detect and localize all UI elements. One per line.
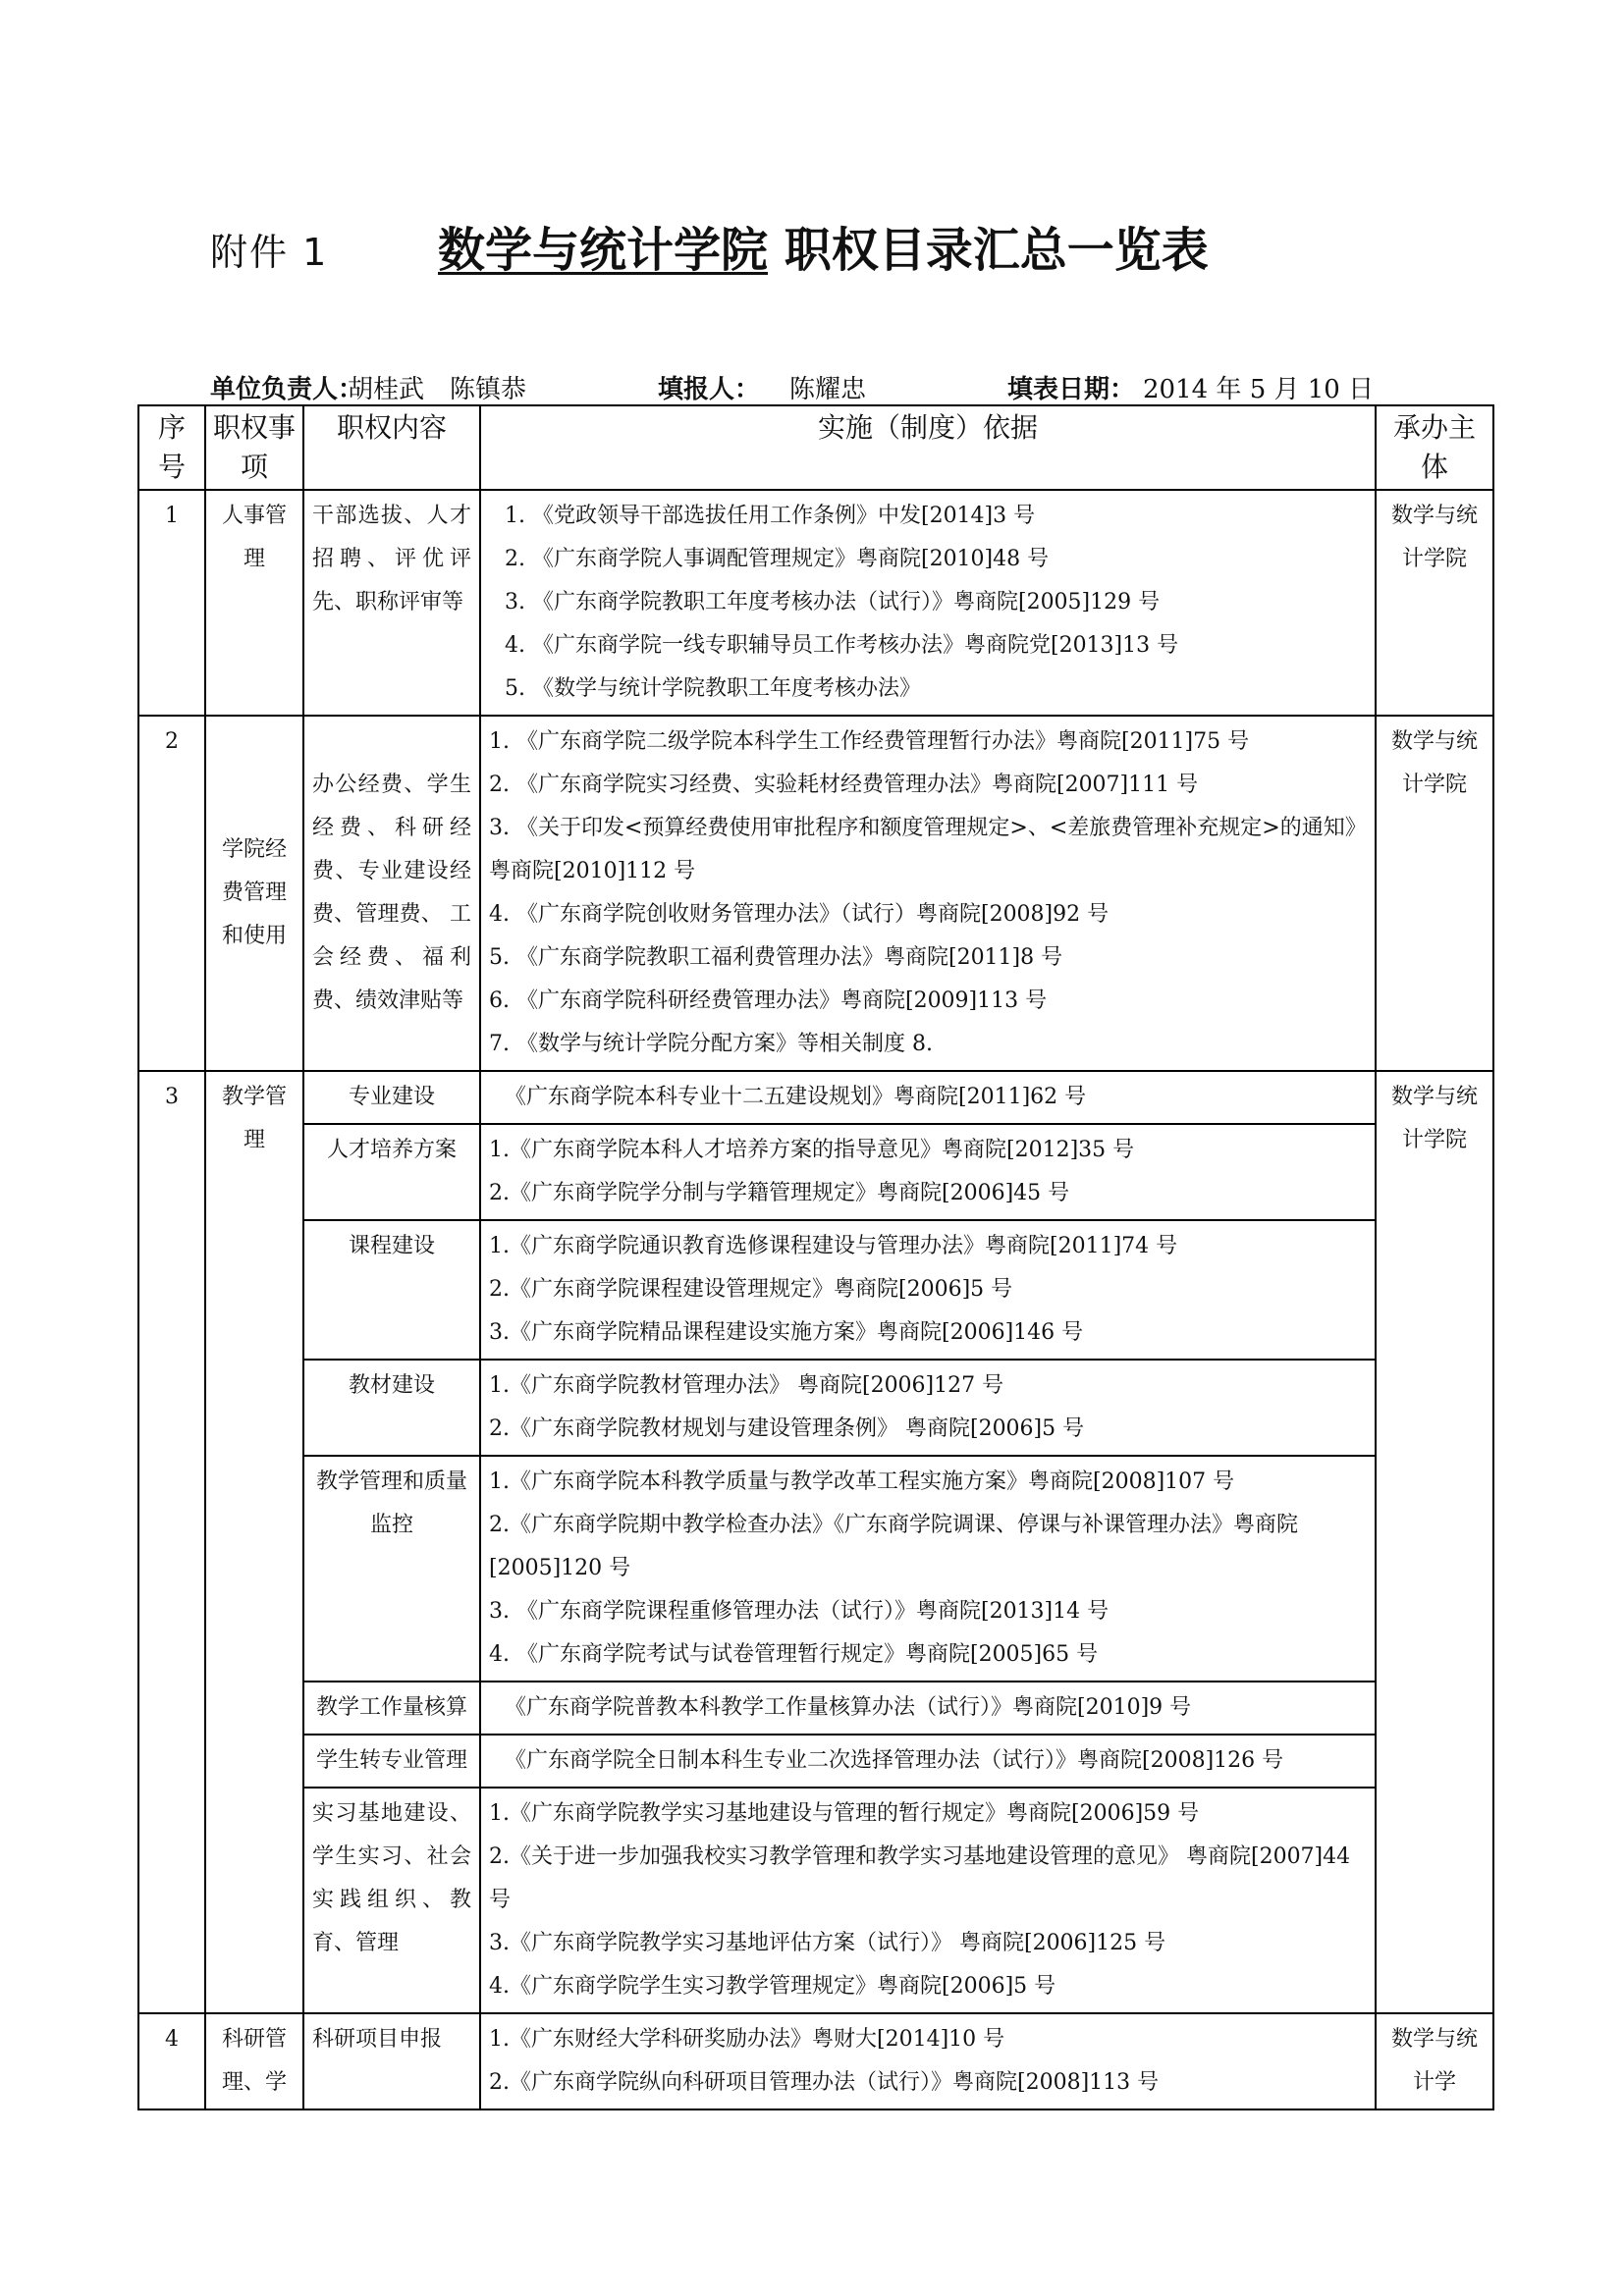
- row-seq: 1: [138, 490, 205, 716]
- table-row: [138, 1071, 1493, 1124]
- basis-line: 2.《广东商学院期中教学检查办法》《广东商学院调课、停课与补课管理办法》粤商院[2005]120 号: [489, 1513, 1298, 1580]
- row-body: 数学与统计学院: [1376, 1071, 1493, 2013]
- basis-line: 4. 《广东商学院创收财务管理办法》（试行）粤商院[2008]92 号: [489, 902, 1110, 927]
- row-item: 人事管理: [205, 490, 303, 716]
- row-body: 数学与统计学院: [1376, 490, 1493, 716]
- filler-label: 填报人：: [658, 375, 761, 404]
- basis-line: 3. 《广东商学院教职工年度考核办法（试行）》粤商院[2005]129 号: [505, 590, 1161, 614]
- row-item: 科研管理、学: [205, 2013, 303, 2109]
- basis-line: 《广东商学院全日制本科生专业二次选择管理办法（试行）》粤商院[2008]126 号: [505, 1748, 1284, 1773]
- row-content: 教学工作量核算: [303, 1682, 480, 1735]
- row-basis: [480, 1456, 1376, 1682]
- row-item: 学院经费管理和使用: [205, 716, 303, 1071]
- table-row: [138, 1220, 1493, 1360]
- row-content: 干部选拔、人才招聘、评优评先、职称评审等: [303, 490, 480, 716]
- form-meta: [210, 369, 1487, 402]
- basis-line: 《广东商学院本科专业十二五建设规划》粤商院[2011]62 号: [505, 1085, 1087, 1109]
- row-seq: 4: [138, 2013, 205, 2109]
- row-item: 教学管理: [205, 1071, 303, 2013]
- row-basis: [480, 1124, 1376, 1220]
- row-content: 教材建设: [303, 1360, 480, 1456]
- basis-line: 《广东商学院普教本科教学工作量核算办法（试行）》粤商院[2010]9 号: [505, 1695, 1192, 1720]
- basis-line: 1.《广东财经大学科研奖励办法》粤财大[2014]10 号: [489, 2027, 1005, 2052]
- row-content: 办公经费、学生经费、科研经费、专业建设经费、管理费、 工会经费、福利费、绩效津贴等: [303, 716, 480, 1071]
- basis-line: 5. 《广东商学院教职工福利费管理办法》粤商院[2011]8 号: [489, 945, 1063, 970]
- row-basis: [480, 1788, 1376, 2013]
- basis-line: 3.《广东商学院教学实习基地评估方案（试行）》 粤商院[2006]125 号: [489, 1931, 1166, 1955]
- header-body: 承办主体: [1376, 405, 1493, 490]
- table-row: [138, 2013, 1493, 2109]
- row-basis: [480, 1682, 1376, 1735]
- document-title: [438, 212, 1209, 280]
- basis-line: 2.《广东商学院课程建设管理规定》粤商院[2006]5 号: [489, 1277, 1013, 1302]
- basis-line: 4. 《广东商学院一线专职辅导员工作考核办法》粤商院党[2013]13 号: [505, 633, 1179, 658]
- row-seq: 2: [138, 716, 205, 1071]
- basis-line: 1.《广东商学院本科人才培养方案的指导意见》粤商院[2012]35 号: [489, 1138, 1135, 1162]
- head-names: 胡桂武 陈镇恭: [348, 375, 527, 404]
- authority-table: [137, 404, 1494, 2110]
- header-content: 职权内容: [303, 405, 480, 490]
- header-seq: 序号: [138, 405, 205, 490]
- table-row: [138, 716, 1493, 1071]
- table-header-row: [138, 405, 1493, 490]
- row-body: 数学与统计学院: [1376, 716, 1493, 1071]
- row-seq: 3: [138, 1071, 205, 2013]
- row-content: 专业建设: [303, 1071, 480, 1124]
- table-row: [138, 490, 1493, 716]
- table-row: [138, 1456, 1493, 1682]
- row-basis: [480, 1071, 1376, 1124]
- row-basis: [480, 1220, 1376, 1360]
- basis-line: 2. 《广东商学院实习经费、实验耗材经费管理办法》粤商院[2007]111 号: [489, 773, 1199, 797]
- basis-line: 3. 《广东商学院课程重修管理办法（试行）》粤商院[2013]14 号: [489, 1599, 1110, 1624]
- row-body: 数学与统计学: [1376, 2013, 1493, 2109]
- basis-line: 1. 《党政领导干部选拔任用工作条例》中发[2014]3 号: [505, 504, 1036, 528]
- basis-line: 3.《广东商学院精品课程建设实施方案》粤商院[2006]146 号: [489, 1320, 1084, 1345]
- filler-name: 陈耀忠: [789, 375, 867, 404]
- table-row: [138, 1124, 1493, 1220]
- date-value: 2014 年 5 月 10 日: [1143, 375, 1375, 404]
- basis-line: 1.《广东商学院教学实习基地建设与管理的暂行规定》粤商院[2006]59 号: [489, 1801, 1200, 1826]
- row-content: 实习基地建设、学生实习、社会实践组织、教育、管理: [303, 1788, 480, 2013]
- row-content: 科研项目申报: [303, 2013, 480, 2109]
- head-label: 单位负责人：: [210, 375, 364, 404]
- basis-line: 2.《关于进一步加强我校实习教学管理和教学实习基地建设管理的意见》 粤商院[2007]44 号: [489, 1844, 1351, 1912]
- row-content: 人才培养方案: [303, 1124, 480, 1220]
- row-basis: [480, 716, 1376, 1071]
- table-row: [138, 1788, 1493, 2013]
- basis-line: 1. 《广东商学院二级学院本科学生工作经费管理暂行办法》粤商院[2011]75 号: [489, 729, 1250, 754]
- basis-line: 1.《广东商学院通识教育选修课程建设与管理办法》粤商院[2011]74 号: [489, 1234, 1178, 1258]
- basis-line: 4. 《广东商学院考试与试卷管理暂行规定》粤商院[2005]65 号: [489, 1642, 1099, 1667]
- header-basis: 实施（制度）依据: [480, 405, 1376, 490]
- basis-line: 2. 《广东商学院人事调配管理规定》粤商院[2010]48 号: [505, 547, 1050, 571]
- basis-line: 2.《广东商学院教材规划与建设管理条例》 粤商院[2006]5 号: [489, 1416, 1085, 1441]
- page-heading: [0, 208, 1624, 277]
- basis-line: 6. 《广东商学院科研经费管理办法》粤商院[2009]113 号: [489, 988, 1048, 1013]
- basis-line: 5. 《数学与统计学院教职工年度考核办法》: [505, 676, 921, 701]
- table-row: [138, 1360, 1493, 1456]
- header-item: 职权事项: [205, 405, 303, 490]
- table-row: [138, 1682, 1493, 1735]
- table-row: [138, 1735, 1493, 1788]
- basis-line: 7. 《数学与统计学院分配方案》等相关制度 8.: [489, 1032, 933, 1056]
- date-label: 填表日期：: [1007, 375, 1136, 404]
- title-rest: 职权目录汇总一览表: [768, 223, 1209, 278]
- basis-line: 2.《广东商学院学分制与学籍管理规定》粤商院[2006]45 号: [489, 1181, 1070, 1205]
- row-content: 教学管理和质量监控: [303, 1456, 480, 1682]
- basis-line: 3. 《关于印发<预算经费使用审批程序和额度管理规定>、<差旅费管理补充规定>的通知》粤商院[2010]112 号: [489, 816, 1367, 883]
- basis-line: 1.《广东商学院本科教学质量与教学改革工程实施方案》粤商院[2008]107 号: [489, 1469, 1235, 1494]
- row-basis: [480, 1360, 1376, 1456]
- row-content: 课程建设: [303, 1220, 480, 1360]
- title-unit: 数学与统计学院: [438, 223, 769, 278]
- basis-line: 4.《广东商学院学生实习教学管理规定》粤商院[2006]5 号: [489, 1974, 1056, 1999]
- row-basis: [480, 490, 1376, 716]
- attachment-label: 附件 1: [210, 231, 329, 274]
- basis-line: 2.《广东商学院纵向科研项目管理办法（试行）》粤商院[2008]113 号: [489, 2070, 1160, 2095]
- basis-line: 1.《广东商学院教材管理办法》 粤商院[2006]127 号: [489, 1373, 1004, 1398]
- row-basis: [480, 2013, 1376, 2109]
- row-content: 学生转专业管理: [303, 1735, 480, 1788]
- row-basis: [480, 1735, 1376, 1788]
